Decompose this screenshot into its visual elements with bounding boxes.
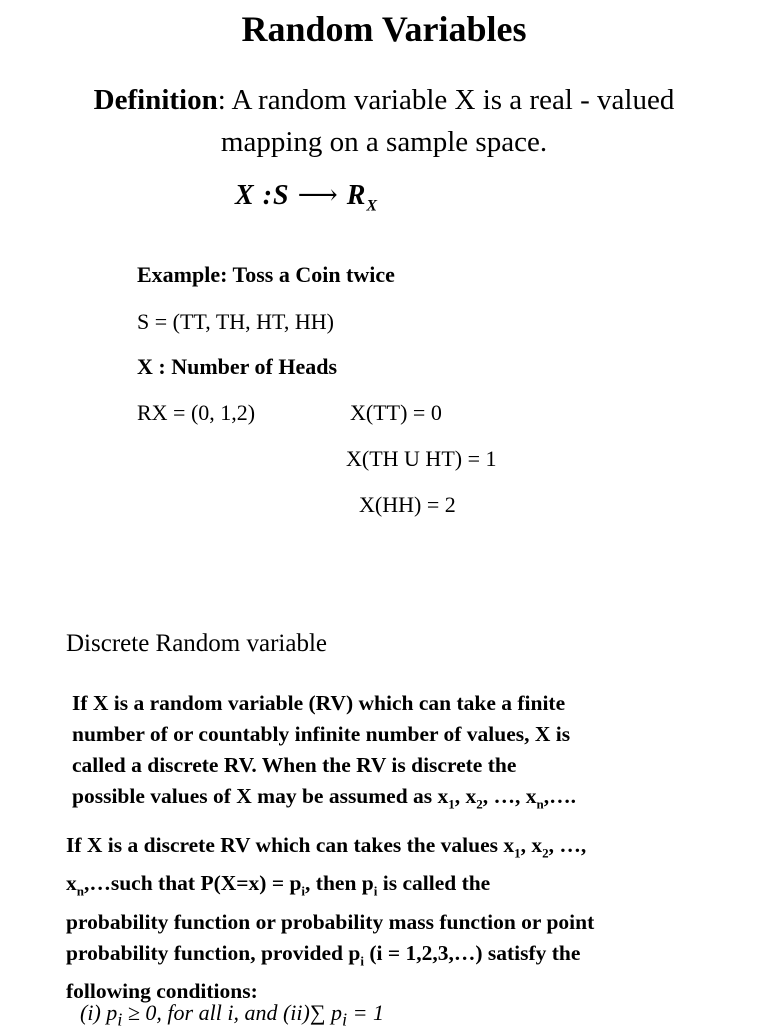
p2-line-4-a: probability function, provided p (66, 940, 361, 965)
p2-line-1 (66, 830, 756, 868)
p1-line-2: number of or countably infinite number of values, X is (72, 722, 571, 746)
p1-line-4-text: possible values of X may be assumed as x (72, 784, 449, 808)
cond-sub-2: i (342, 1009, 348, 1030)
example-heading: Example: Toss a Coin twice (137, 262, 395, 287)
p1-sep-1: , x (454, 784, 477, 808)
formula-codomain: R (346, 180, 367, 211)
example-map-th-ht: X(TH U HT) = 1 (346, 446, 497, 471)
definition-line-2: mapping on a sample space. (220, 126, 548, 158)
definition-sep: : (217, 84, 232, 116)
definition-line-1 (0, 84, 768, 117)
definition-term: Definition (93, 84, 218, 116)
p2-line-4-sub: i (360, 952, 364, 968)
p2-line-2 (66, 868, 756, 906)
p2-sub-2: 2 (542, 845, 549, 861)
example-range: RX = (0, 1,2) (137, 400, 256, 425)
p2-line-5: following conditions: (66, 978, 258, 1003)
p1-sub-1: 1 (448, 796, 455, 812)
example-map-tt: X(TT) = 0 (350, 400, 442, 425)
example-sample-space: S = (TT, TH, HT, HH) (137, 309, 334, 334)
formula-lhs: X (235, 180, 255, 211)
p2-line-1-tail: , …, (548, 833, 587, 857)
p2-sub-n: n (76, 883, 84, 899)
page-title: Random Variables (241, 9, 527, 49)
p1-sep-2: , …, x (482, 784, 537, 808)
formula-domain: S (273, 180, 290, 211)
p2-line-4 (66, 938, 756, 976)
p1-sub-2: 2 (476, 796, 483, 812)
p2-line-2-a: x (66, 871, 77, 896)
p2-sub-1: 1 (514, 845, 521, 861)
formula-colon: : (262, 180, 274, 211)
cond-a: (i) p (80, 1000, 118, 1025)
example-map-hh: X(HH) = 2 (359, 492, 456, 517)
p2-sep: , x (520, 833, 543, 857)
discrete-paragraph-2 (66, 830, 756, 1007)
discrete-paragraph-1 (72, 688, 752, 819)
p2-line-3: probability function or probability mass function or point (66, 909, 595, 934)
p2-line-2-c: , then p (305, 871, 374, 896)
p2-sub-i-2: i (373, 883, 378, 899)
p1-line-4 (72, 781, 752, 819)
p2-sub-i: i (301, 883, 306, 899)
p2-line-4-b: (i = 1,2,3,…) satisfy the (363, 940, 581, 965)
cond-b: ≥ 0, for all i, and (ii)∑ p (122, 1000, 343, 1025)
p1-line-3: called a discrete RV. When the RV is discrete the (72, 753, 517, 777)
formula-codomain-sub: X (366, 197, 379, 215)
p1-sub-n: n (536, 796, 544, 812)
definition-text-1: A random variable X is a real - valued (231, 84, 675, 116)
p1-tail: ,…. (543, 784, 577, 808)
cond-end: = 1 (347, 1000, 384, 1025)
p2-line-1-text: If X is a discrete RV which can takes the values x (66, 833, 515, 857)
discrete-heading: Discrete Random variable (66, 630, 328, 657)
pmf-conditions (80, 1000, 384, 1030)
mapping-formula (235, 178, 378, 216)
formula-arrow: ⟶ (297, 180, 339, 211)
p2-line-2-b: ,…such that P(X=x) = p (83, 871, 302, 896)
example-variable: X : Number of Heads (137, 354, 338, 379)
p2-line-2-d: is called the (377, 871, 491, 896)
p1-line-1: If X is a random variable (RV) which can take a finite (72, 691, 566, 715)
cond-sub: i (117, 1009, 123, 1030)
